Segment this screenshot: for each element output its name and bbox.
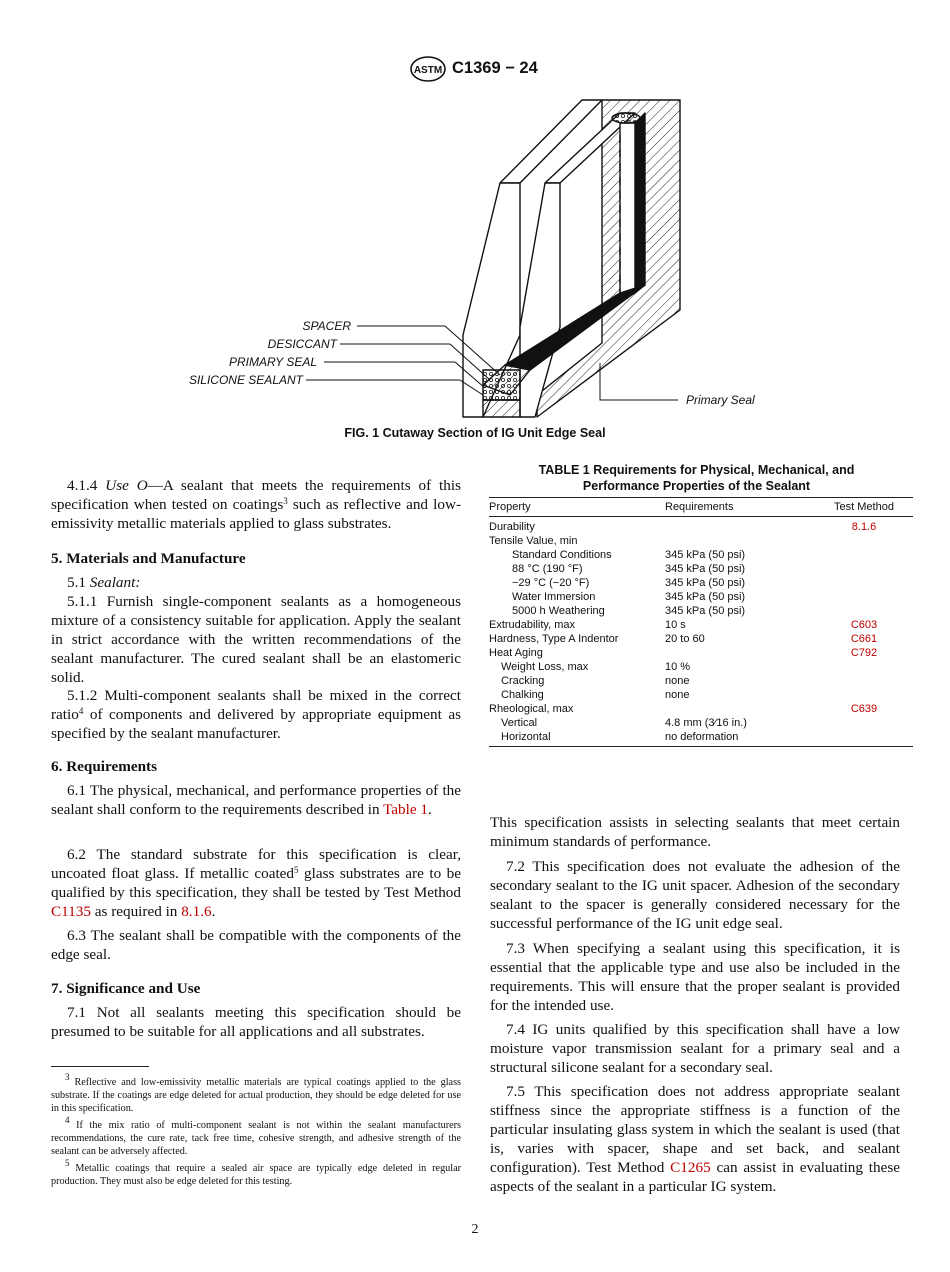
callout-spacer: SPACER	[302, 319, 351, 333]
section-5-heading: 5. Materials and Manufacture	[51, 550, 246, 567]
para-7-2: 7.2 This specification does not evaluate the adhesion of the secondary sealant to the IG unit spacer. Adhesion of the secondary sealant to the spacer is generally considered necessary for the successful performance of the IG unit edge seal.	[490, 858, 900, 932]
para-6-3: 6.3 The sealant shall be compatible with the components of the edge seal.	[51, 927, 461, 963]
table-row: Weight Loss, max 10 %	[501, 661, 691, 673]
table-row: Chalking none	[501, 689, 690, 701]
header-test-method: Test Method	[815, 498, 913, 517]
table-title-line-1: TABLE 1 Requirements for Physical, Mechanical, and	[538, 463, 855, 477]
test-method-link[interactable]: C603	[850, 619, 878, 631]
spacer-bar	[635, 113, 645, 293]
table-row: Standard Conditions 345 kPa (50 psi)	[512, 549, 746, 561]
table-row: Extrudability, max 10 s C603	[489, 618, 913, 632]
para-7-3: 7.3 When specifying a sealant using this specification, it is essential that the applicable type and use also be included in the requirements. This will ensure that the proper sealant is provided for the intended use.	[490, 940, 900, 1014]
footnote-5: $^5$ Metallic coatings that require a sealed air space are typically edge deleted in regular production. They must also be edge deleted for this testing.	[51, 1158, 462, 1187]
para-7-1-continued: This specification assists in selecting sealants that meet certain minimum standards of performance.	[490, 814, 900, 850]
table-row: Tensile Value, min	[489, 535, 578, 547]
test-method-link[interactable]: 8.1.6	[851, 521, 877, 533]
table-row: Horizontal no deformation	[489, 730, 913, 747]
requirements-table	[489, 497, 913, 747]
para-5-1-1: 5.1.1 Furnish single-component sealants as a homogeneous mixture of a consistency suitable for application. Apply the sealant in strict accordance with the written recommendations of the sealant manufacturer. The cured sealant shall be an elastomeric solid.	[51, 593, 461, 686]
callout-primary-seal-right: Primary Seal	[686, 393, 755, 407]
figure-caption: FIG. 1 Cutaway Section of IG Unit Edge Seal	[344, 426, 606, 440]
table-1-link[interactable]: Table 1	[383, 801, 428, 818]
astm-logo	[409, 56, 447, 82]
footnote-4: $^4$ If the mix ratio of multi-component sealant is not within the sealant manufacturers recommendations, the cure rate, tack free time, cohesive strength, and adhesive strength of the sealant can be adversely affected.	[51, 1115, 462, 1157]
desiccant-top	[612, 113, 640, 123]
footnote-ref: 4	[78, 706, 84, 716]
spacer-face	[620, 123, 635, 300]
footnote-ref: 5	[294, 865, 299, 875]
table-row: Heat Aging C792	[489, 646, 913, 660]
table-row: Durability 8.1.6	[489, 517, 913, 535]
use-term: Use O	[105, 477, 148, 494]
c1265-link[interactable]: C1265	[670, 1159, 711, 1176]
document-designation: C1369 − 24	[452, 59, 538, 77]
section-8-1-6-link[interactable]: 8.1.6	[181, 903, 212, 920]
silicone-section	[483, 400, 520, 417]
section-6-heading: 6. Requirements	[51, 758, 158, 775]
para-5-1-2: 5.1.2 Multi-component sealants shall be mixed in the correct ratio$^4$ of components and delivered by appropriate equipment as specified by the sealant manufacturer.	[51, 687, 461, 742]
para-4-1-4: 4.1.4 Use O—A sealant that meets the requirements of this specification when tested on coatings$^3$ such as reflective and low-emissivity metallic materials applied to glass substrates.	[51, 477, 461, 532]
para-5-1: 5.1 Sealant:	[67, 574, 141, 591]
callout-desiccant: DESICCANT	[267, 337, 337, 351]
test-method-link[interactable]: C639	[850, 703, 878, 715]
para-7-5: 7.5 This specification does not address appropriate sealant stiffness since the appropriate stiffness is a function of the particular insulating glass system in which the sealant is used (that is, varies with spacer, shape and set back, and sealant configuration). Test Method C1265 can assist in evaluating these aspects of the sealant in a particular IG system.	[490, 1083, 901, 1195]
footnote-ref: 3	[283, 496, 288, 506]
para-7-1: 7.1 Not all sealants meeting this specification should be presumed to be suitable for all applications and all substrates.	[51, 1004, 461, 1040]
para-6-2: 6.2 The standard substrate for this specification is clear, uncoated float glass. If metallic coated$^5$ glass substrates are to be qualified by this specification, they shall be tested by Test Method C1135 as required in 8.1.6.	[51, 846, 461, 920]
footnote-separator	[51, 1066, 149, 1067]
para-6-1: 6.1 The physical, mechanical, and performance properties of the sealant shall conform to the requirements described in Table 1.	[51, 782, 461, 818]
table-header-row	[489, 498, 913, 517]
para-number: 4.1.4	[67, 477, 98, 494]
astm-logo-text: ASTM	[413, 65, 443, 76]
table-row: −29 °C (−20 °F) 345 kPa (50 psi)	[512, 577, 746, 589]
test-method-link[interactable]: C661	[850, 633, 878, 645]
para-7-4: 7.4 IG units qualified by this specification shall have a low moisture vapor transmission sealant for a primary seal and a structural silicone sealant for a secondary seal.	[490, 1021, 900, 1076]
section-7-heading: 7. Significance and Use	[51, 980, 201, 997]
header-property: Property	[489, 498, 665, 517]
cutaway-figure	[170, 95, 810, 425]
table-row: Cracking none	[501, 675, 690, 687]
table-row: Vertical 4.8 mm (3⁄16 in.)	[501, 717, 747, 729]
callout-primary-seal: PRIMARY SEAL	[228, 355, 317, 369]
footnote-3: $^3$ Reflective and low-emissivity metallic materials are typical coatings applied to the glass substrate. If the coatings are edge deleted for actual production, they should be edge deleted for use in this specification.	[51, 1072, 461, 1114]
table-title	[490, 463, 903, 494]
callout-line-primary-right	[600, 363, 678, 400]
c1135-link[interactable]: C1135	[51, 903, 91, 920]
callout-silicone-sealant: SILICONE SEALANT	[188, 373, 303, 387]
test-method-link[interactable]: C792	[850, 647, 878, 659]
table-row: 5000 h Weathering 345 kPa (50 psi)	[512, 605, 746, 617]
table-title-line-2: Performance Properties of the Sealant	[582, 478, 811, 493]
table-row: 88 °C (190 °F) 345 kPa (50 psi)	[512, 563, 746, 575]
outer-pane-top	[500, 100, 602, 183]
table-row: Water Immersion 345 kPa (50 psi)	[512, 591, 746, 603]
table-row: Rheological, max C639	[489, 702, 913, 716]
page-header	[0, 56, 950, 86]
table-row: Hardness, Type A Indentor 20 to 60 C661	[489, 632, 913, 646]
header-requirements: Requirements	[665, 498, 815, 517]
desiccant-section	[483, 370, 520, 400]
page-number: 2	[471, 1222, 479, 1237]
